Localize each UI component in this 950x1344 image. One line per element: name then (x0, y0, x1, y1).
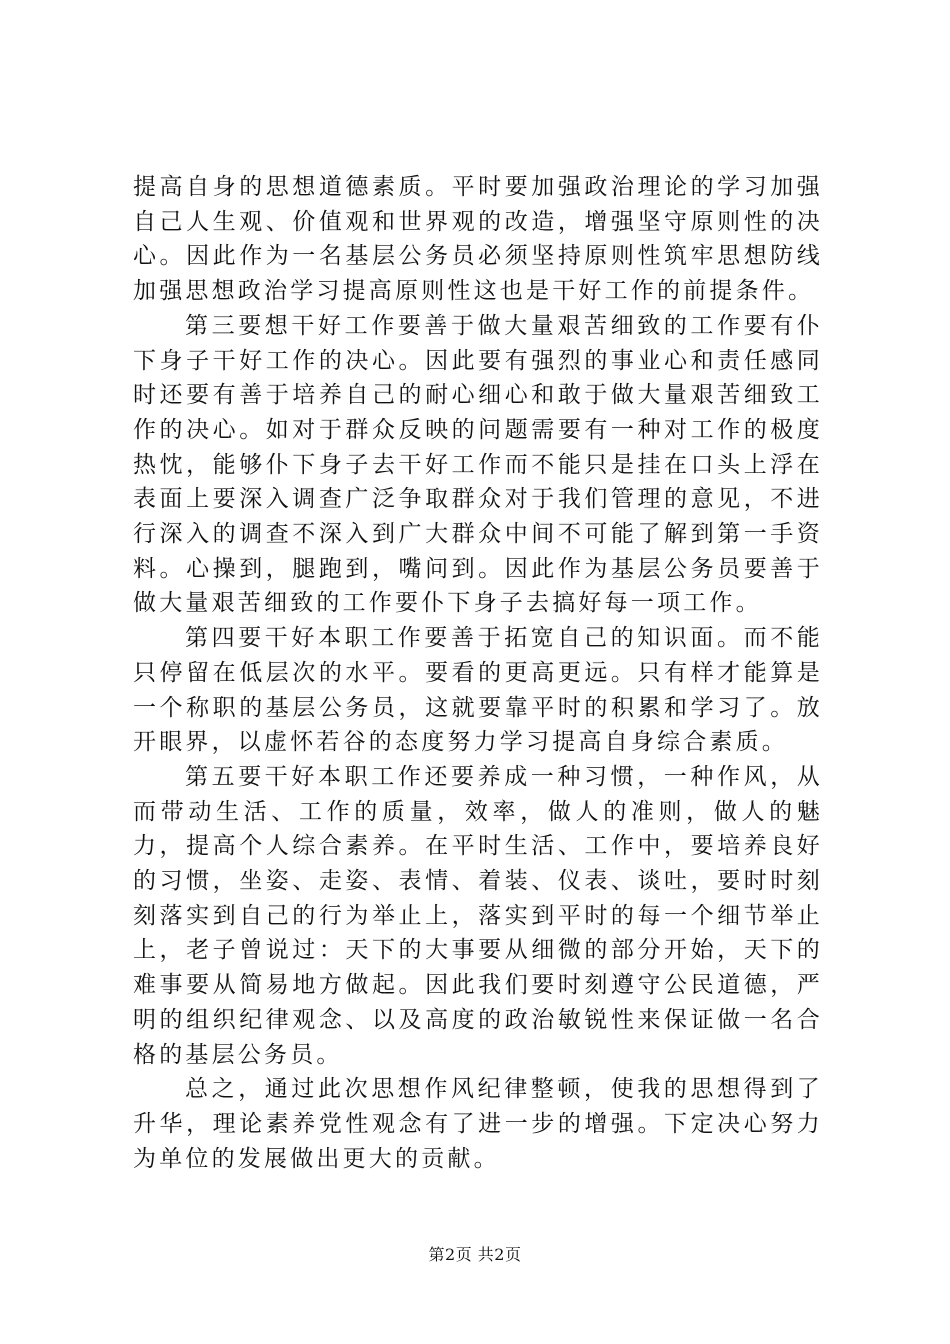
paragraph-3: 第四要干好本职工作要善于拓宽自己的知识面。而不能只停留在低层次的水平。要看的更高更远。只有样才能算是一个称职的基层公务员，这就要靠平时的积累和学习了。放开眼界，以虚怀若谷的态度努力学习提高自身综合素质。 (133, 625, 823, 756)
paragraph-1: 提高自身的思想道德素质。平时要加强政治理论的学习加强自己人生观、价值观和世界观的改造，增强坚守原则性的决心。因此作为一名基层公务员必须坚持原则性筑牢思想防线加强思想政治学习提高原则性这也是干好工作的前提条件。 (133, 174, 823, 305)
page-footer: 第2页 共2页 (428, 1245, 522, 1264)
paragraph-5: 总之，通过此次思想作风纪律整顿，使我的思想得到了升华，理论素养党性观念有了进一步的增强。下定决心努力为单位的发展做出更大的贡献。 (133, 1076, 823, 1172)
paragraph-2: 第三要想干好工作要善于做大量艰苦细致的工作要有仆下身子干好工作的决心。因此要有强烈的事业心和责任感同时还要有善于培养自己的耐心细心和敢于做大量艰苦细致工作的决心。如对于群众反映的问题需要有一种对工作的极度热忱，能够仆下身子去干好工作而不能只是挂在口头上浮在表面上要深入调查广泛争取群众对于我们管理的意见，不进行深入的调查不深入到广大群众中间不可能了解到第一手资料。心操到，腿跑到，嘴问到。因此作为基层公务员要善于做大量艰苦细致的工作要仆下身子去搞好每一项工作。 (133, 312, 823, 617)
paragraph-4: 第五要干好本职工作还要养成一种习惯，一种作风，从而带动生活、工作的质量，效率，做人的准则，做人的魅力，提高个人综合素养。在平时生活、工作中，要培养良好的习惯，坐姿、走姿、表情、着装、仪表、谈吐，要时时刻刻落实到自己的行为举止上，落实到平时的每一个细节举止上，老子曾说过：天下的大事要从细微的部分开始，天下的难事要从简易地方做起。因此我们要时刻遵守公民道德，严明的组织纪律观念、以及高度的政治敏锐性来保证做一名合格的基层公务员。 (133, 763, 823, 1068)
document-body (133, 170, 823, 1176)
